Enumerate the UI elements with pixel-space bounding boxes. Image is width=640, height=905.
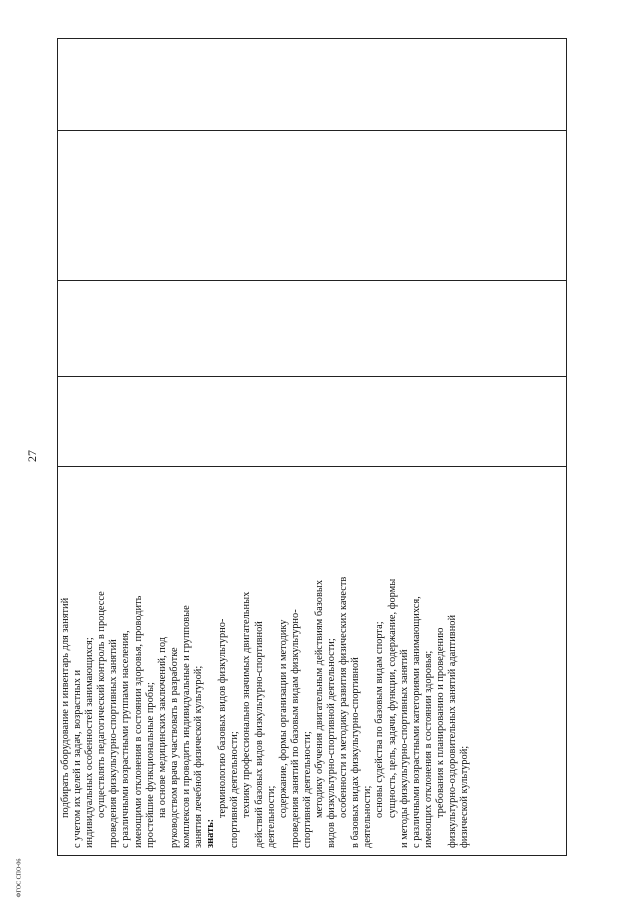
text-line: требования к планированию и проведению: [434, 627, 446, 818]
text-line: на основе медицинских заключений, под: [156, 636, 168, 818]
text-line: имеющих отклонения в состоянии здоровья;: [422, 650, 434, 848]
text-line: с различными возрастными группами населения,: [120, 630, 132, 848]
text-line: индивидуальных особенностей занимающихся;: [84, 637, 96, 848]
text-line: действий базовых видов физкультурно-спортивной: [253, 621, 265, 848]
text-line: содержание, формы организации и методику: [277, 619, 289, 818]
text-line: деятельности;: [362, 785, 374, 848]
text-line: основы судейства по базовым видам спорта;: [374, 621, 386, 818]
text-line: физической культурой;: [459, 745, 471, 848]
page-number: 27: [25, 450, 39, 462]
footer-label: ФГОС СПО-06: [16, 858, 23, 898]
text-line: спортивной деятельности;: [229, 731, 241, 848]
text-line: проведения занятий по базовым видам физкультурно-: [289, 609, 301, 848]
text-line: простейшие функциональные пробы;: [144, 682, 156, 848]
text-line: имеющими отклонения в состоянии здоровья, проводить: [132, 595, 144, 848]
text-line: физкультурно-оздоровительных занятий адаптивной: [447, 614, 458, 848]
text-line: деятельности;: [265, 785, 277, 848]
text-line: в базовых видах физкультурно-спортивной: [350, 657, 362, 848]
text-line: с различными возрастными категориями занимающихся,: [410, 596, 422, 848]
text-line: особенности и методику развития физических качеств: [338, 576, 350, 818]
text-line: руководством врача участвовать в разработке: [168, 647, 180, 848]
section-heading: знать:: [205, 818, 217, 848]
text-line: и методы физкультурно-спортивных занятий: [398, 649, 410, 848]
text-line: сущность, цель, задачи, функции, содержание, формы: [386, 578, 398, 818]
text-line: проведения физкультурно-спортивных занятий: [108, 639, 120, 848]
text-line: методику обучения двигательным действиям базовых: [313, 579, 325, 818]
text-line: с учетом их целей и задач, возрастных и: [72, 669, 84, 848]
text-line: осуществлять педагогический контроль в процессе: [96, 591, 108, 818]
competency-list: [60, 48, 471, 848]
text-line: видов физкультурно-спортивной деятельности;: [326, 638, 338, 848]
text-line: спортивной деятельности;: [301, 731, 313, 848]
text-line: терминологию базовых видов физкультурно-: [217, 618, 229, 818]
text-line: занятия лечебной физической культурой;: [193, 665, 205, 848]
text-line: подбирать оборудование и инвентарь для занятий: [60, 597, 71, 818]
text-line: технику профессионально значимых двигательных: [241, 591, 253, 818]
table-cell-text: [57, 38, 471, 856]
text-line: комплексов и проводить индивидуальные и групповые: [180, 605, 192, 848]
